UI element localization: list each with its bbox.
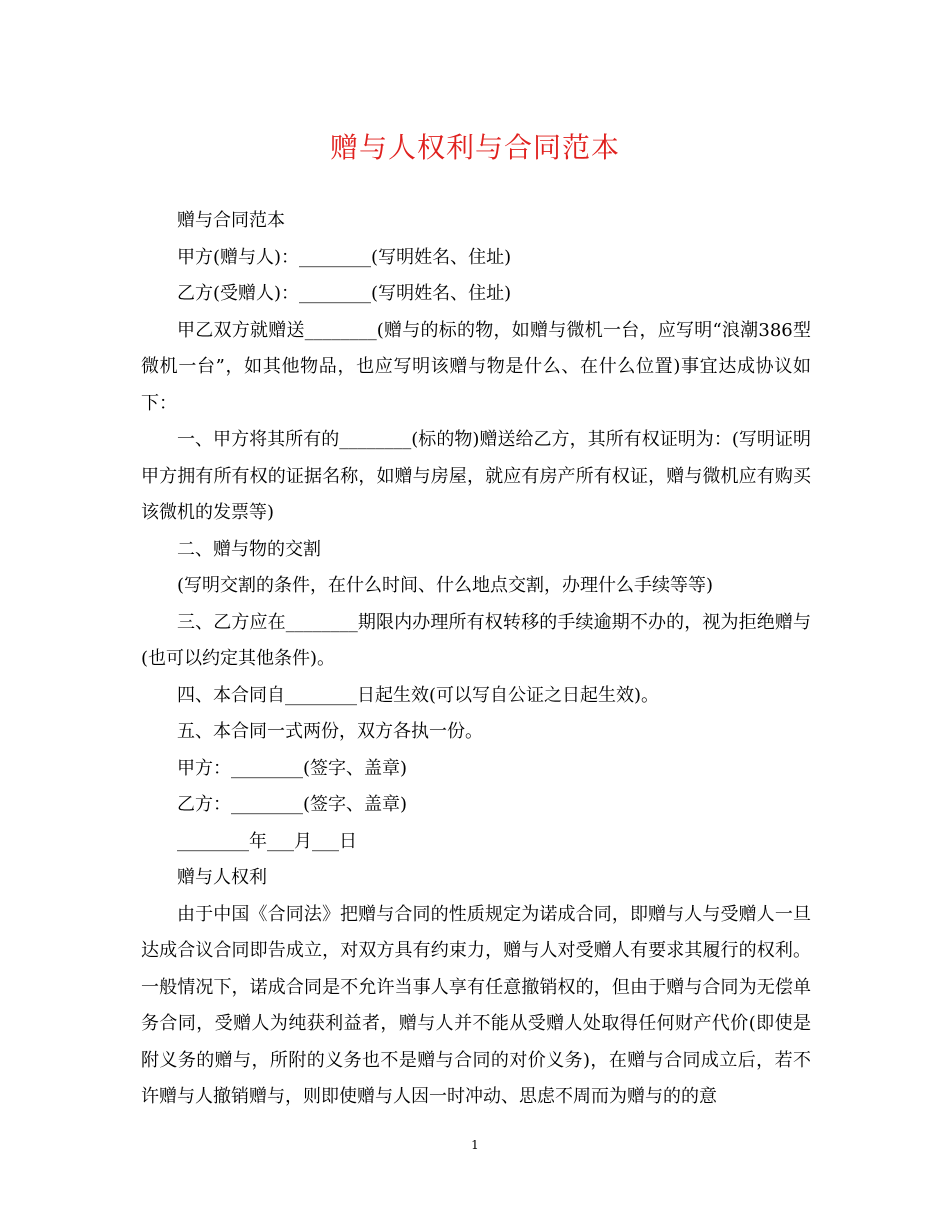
paragraph-clause-1: 一、甲方将其所有的________(标的物)赠送给乙方，其所有权证明为：(写明证明甲方拥有所有权的证据名称，如赠与房屋，就应有房产所有权证，赠与微机应有购买该微机的发票等) bbox=[141, 429, 811, 523]
paragraph-clause-5: 五、本合同一式两份，双方各执一份。 bbox=[177, 721, 483, 742]
page-number: 1 bbox=[471, 1138, 479, 1152]
paragraph-clause-2-detail: (写明交割的条件，在什么时间、什么地点交割，办理什么手续等等) bbox=[177, 575, 714, 596]
paragraph-party-a: 甲方(赠与人)：________(写明姓名、住址) bbox=[177, 246, 512, 268]
document-title: 赠与人权利与合同范本 bbox=[329, 131, 620, 164]
paragraph-agreement-intro: 甲乙双方就赠送________(赠与的标的物，如赠与微机一台，应写明“浪潮386型微机一台”，如其他物品，也应写明该赠与物是什么、在什么位置)事宜达成协议如下： bbox=[141, 319, 811, 414]
paragraph-signature-b: 乙方：________(签字、盖章) bbox=[177, 794, 408, 815]
paragraph-party-b: 乙方(受赠人)：________(写明姓名、住址) bbox=[177, 283, 512, 304]
paragraph-clause-4: 四、本合同自________日起生效(可以写自公证之日起生效)。 bbox=[177, 684, 660, 706]
paragraph-contract-heading: 赠与合同范本 bbox=[177, 210, 285, 231]
paragraph-rights-heading: 赠与人权利 bbox=[177, 867, 267, 888]
document-body bbox=[141, 203, 811, 1116]
paragraph-clause-3: 三、乙方应在________期限内办理所有权转移的手续逾期不办的，视为拒绝赠与(也可以约定其他条件)。 bbox=[141, 611, 811, 669]
paragraph-signature-a: 甲方：________(签字、盖章) bbox=[177, 757, 408, 779]
paragraph-date-line: ________年___月___日 bbox=[177, 830, 357, 852]
paragraph-clause-2: 二、赠与物的交割 bbox=[177, 538, 321, 560]
paragraph-rights-body: 由于中国《合同法》把赠与合同的性质规定为诺成合同，即赠与人与受赠人一旦达成合议合同即告成立，对双方具有约束力，赠与人对受赠人有要求其履行的权利。一般情况下，诺成合同是不允许当事人享有任意撤销权的，但由于赠与合同为无偿单务合同，受赠人为纯获利益者，赠与人并不能从受赠人处取得任何财产代价(即使是附义务的赠与，所附的义务也不是赠与合同的对价义务)，在赠与合同成立后，若不许赠与人撤销赠与，则即使赠与人因一时冲动、思虑不周而为赠与的的意 bbox=[141, 903, 811, 1107]
